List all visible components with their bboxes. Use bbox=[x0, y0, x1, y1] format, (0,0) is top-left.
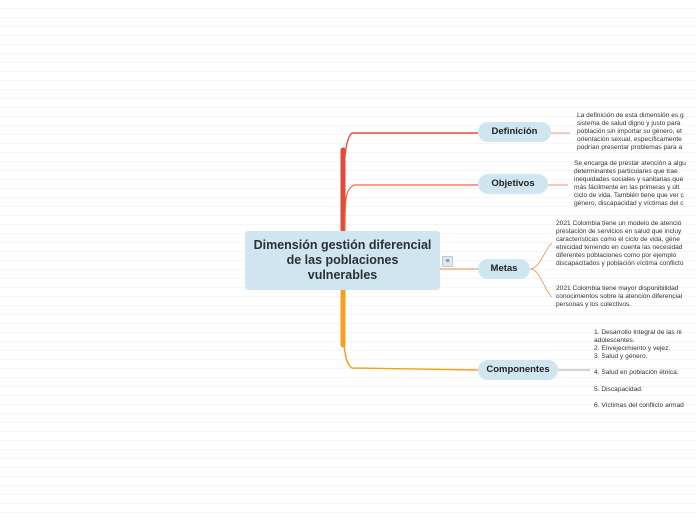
topic-objetivos[interactable] bbox=[478, 174, 548, 194]
detail-metas-2[interactable]: 2021 Colombia tiene mayor disponibilidad conocimientos sobre la atención diferencial personas y los colectivos. bbox=[556, 285, 683, 309]
link-metas-1 bbox=[530, 243, 552, 269]
topic-definicion-label: Definición bbox=[491, 126, 538, 137]
topic-objetivos-label: Objetivos bbox=[491, 178, 535, 189]
detail-metas-1[interactable]: 2021 Colombia tiene un modelo de atenció prestación de servicios en salud que incluy características como el ciclo de vida, géne etnicidad teniendo en cuenta las necesidad diferentes poblaciones como por ejemplo discapacitados y población víctima conflicto bbox=[556, 220, 684, 268]
detail-definicion[interactable]: La definición de esta dimensión es g sistema de salud digno y justo para población sin importar su género, et orientación sexual, específicamente podrían presentar problemas para a bbox=[577, 112, 684, 152]
central-topic[interactable] bbox=[245, 231, 440, 290]
topic-definicion[interactable] bbox=[478, 122, 551, 142]
topic-componentes[interactable] bbox=[478, 360, 558, 380]
branch-definicion bbox=[343, 133, 478, 231]
branch-componentes bbox=[343, 290, 478, 370]
detail-componentes[interactable]: 1. Desarrollo Integral de las ni adolescentes. 2. Envejecimiento y vejez. 3. Salud y género. 4. Salud en población étnica. 5. Discapacidad. 6. Víctimas del conflicto armad bbox=[594, 329, 684, 409]
topic-metas-label: Metas bbox=[490, 263, 518, 274]
branch-objetivos bbox=[345, 185, 478, 231]
link-metas-2 bbox=[530, 269, 552, 297]
central-topic-title: Dimensión gestión diferencial de las poblaciones vulnerables bbox=[253, 238, 432, 282]
topic-componentes-label: Componentes bbox=[486, 364, 550, 375]
topic-metas[interactable] bbox=[478, 259, 530, 279]
note-icon[interactable]: ≡ bbox=[442, 256, 453, 267]
detail-objetivos[interactable]: Se encarga de prestar atención a algu determinantes particulares que trae inequidades sociales y sanitarias que más fácilmente en las primeras y últ ciclo de vida. También tiene que ver c género, discapacidad y víctimas del c bbox=[574, 160, 686, 208]
